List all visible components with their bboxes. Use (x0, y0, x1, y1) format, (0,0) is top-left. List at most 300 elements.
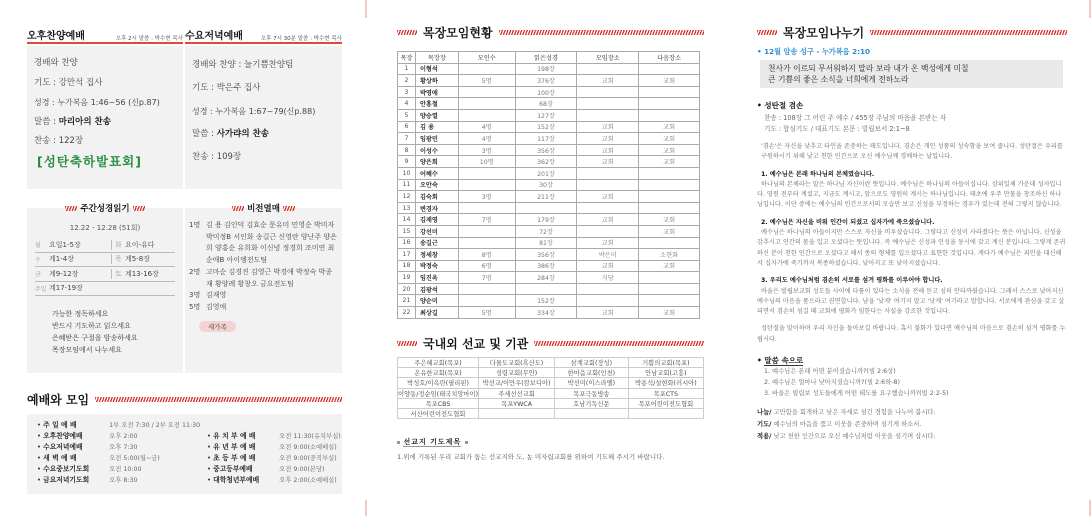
mission-cell: 안남교회(고흥) (628, 368, 703, 378)
special-event: [성탄축하발표회] (37, 153, 142, 169)
cell-title: 목장모임현황 (423, 26, 493, 40)
table-cell (577, 109, 639, 121)
table-cell: 오안숙 (415, 179, 458, 191)
table-row (398, 98, 700, 110)
mission-cell: 한마음교회(인천) (555, 368, 629, 378)
table-cell: 334장 (515, 307, 577, 319)
table-cell: 386장 (515, 260, 577, 272)
line: 경배와 찬양 : 늘기쁨찬양팀 (192, 60, 294, 70)
table-cell: 이성수 (415, 144, 458, 156)
reading-day: 수 (35, 256, 41, 264)
table-cell: 교회 (639, 133, 700, 145)
mission-cell: 목포CBS (398, 398, 479, 408)
vision-fruit (185, 204, 342, 373)
table-cell: 5 (398, 109, 416, 121)
mission-cell: 성령교회(무안) (479, 368, 555, 378)
table-cell (577, 202, 639, 214)
table-cell: 교회 (577, 214, 639, 226)
table-cell (577, 86, 639, 98)
point-text: 바울은 빌립보교회 성도들 사이에 다툼이 있다는 소식을 전해 듣고 심히 안타까웠습니다. 그래서 스스로 낮아지신 예수님의 마음을 품으라고 권면합니다. 남을 '낮게' 여기지 말고 '낫게' 여기라고 말합니다. 서로에게 관심을 갖고 살피면서 겸손히 섬길 때 교회에 평화가 임한다는 사실을 강조한 것입니다. (757, 287, 1065, 316)
table-cell: 교회 (639, 144, 700, 156)
mission-cell: 목포YWCA (479, 398, 555, 408)
mission-cell: 박선미(이스라엘) (555, 378, 629, 388)
column-header: 목장 (398, 52, 416, 64)
reading-day: 금 (35, 271, 41, 279)
table-cell: 교회 (577, 260, 639, 272)
table-cell: 임광민 (415, 133, 458, 145)
table-cell: 13 (398, 202, 416, 214)
table-cell: 교회 (577, 121, 639, 133)
table-cell (577, 63, 639, 75)
apply-item (757, 407, 1067, 419)
line: 성경 : 누가복음 1:46~56 (신p.87) (34, 98, 160, 107)
reading-day: 목 (111, 254, 125, 264)
table-cell: 양승열 (415, 109, 458, 121)
table-cell: 7명 (458, 214, 515, 226)
table-cell: 4 (398, 98, 416, 110)
table-row (398, 86, 700, 98)
table-cell: 4명 (458, 133, 515, 145)
mission-cell: 목포어린이전도협회 (628, 398, 703, 408)
cell-sharing: 목장모임나누기 • 12월 암송 성구 - 누가복음 2:10 천사가 이르되 무서워하지 말라 보라 내가 온 백성에게 미칠 큰 기쁨의 좋은 소식을 너희에게 전하노라 • 성탄절 겸손 찬송 : 108장 그 어린 주 예수 / 455장 주님의 마음을 본받는 자 기도 : 합심기도 / 대표기도 본문 : 빌립보서 2:1~8 '겸손'은 자신을 낮추고 타인을 존중하는 태도입니다. 겸손은 개인 성품의 성숙함을 보여 줍니다. 성탄절은 우리를 구원하시기 위해 낮고 천한 인간으로 오신 예수님께 경배하는 날입니다. 1. 예수님은 본래 하나님의 본체였습니다. 하나님의 본체라는 말은 하나님 자신이란 뜻입니다. 예수님은 하나님의 아들이십니다. 삼위일체 가운데 성자입니다. 영원 전부터 계셨고, 지금도 계시고, 앞으로도 영원히 계시는 하나님입니다. 태초에 우주 만물을 창조하신 하나님입니다. 이단 중에는 예수님의 인간으로서의 모습만 보고 신성을 부정하는 경우가 있는데 전혀 그렇지 않습니다. 2. 예수님은 자신을 비워 인간이 되셨고 십자가에 죽으셨습니다. 예수님은 하나님의 아들이지만 스스로 자신을 비우셨습니다. 그렇다고 신성이 사라졌다는 뜻은 아닙니다. 신성을 감추시고 인간의 몸을 입고 오셨다는 뜻입니다. 즉 예수님은 신성과 인성을 동시에 갖고 계신 분입니다. 그렇게 존귀하신 분이 천한 인간으로 오셨다고 해서 종의 형체를 입으셨다고 표현한 것입니다. 게다가 예수님은 죄인을 대신해서 십자가에 죽기까지 복종하셨습니다. 낮아지고 또 낮아지셨습니다. 3. 우리도 예수님처럼 겸손히 서로를 섬겨 평화를 이루어야 합니다. 바울은 빌립보교회 성도들 사이에 다툼이 있다는 소식을 전해 듣고 심히 안타까웠습니다. 그래서 스스로 낮아지신 예수님의 마음을 품으라고 권면합니다. 남을 '낮게' 여기지 말고 '낫게' 여기라고 말합니다. 서로에게 관심을 갖고 살피면서 겸손히 섬길 때 교회에 평화가 임한다는 사실을 강조한 것입니다. 성탄절을 맞이하며 우리 자신을 돌아보길 바랍니다. 혹시 불화가 있다면 예수님의 마음으로 겸손히 섬겨 평화를 누립시다. • 말씀 속으로 1. 예수님은 본래 어떤 분이셨습니까?(빌 2:6상) 2. 예수님은 얼마나 낮아지셨습니까?(빌 2:6하-8) 3. 바울은 빌립보 성도들에게 어떤 태도를 요구했습니까?(빌 2:2-5) 나눔/ 고만함을 회개하고 낮은 자세로 섬긴 경험을 나누어 봅시다. 기도/ 예수님의 마음을 품고 이웃을 존중하며 섬기게 하소서. 적용/ 낮고 천한 인간으로 오신 예수님처럼 이웃을 섬기며 삽시다. (757, 24, 1067, 443)
table-cell: 16 (398, 237, 416, 249)
question: 2. 예수님은 얼마나 낮아지셨습니까?(빌 2:6하-8) (764, 379, 901, 387)
table-cell (639, 98, 700, 110)
apply-label: 적용/ (757, 433, 772, 441)
reading-title: 주간성경읽기 (80, 204, 130, 214)
reading-day: 월 (35, 242, 41, 250)
question: 1. 예수님은 본래 어떤 분이셨습니까?(빌 2:6상) (764, 368, 896, 376)
table-row (398, 295, 700, 307)
table-cell: 284장 (515, 272, 577, 284)
table-cell: 강선미 (415, 225, 458, 237)
table-row (398, 109, 700, 121)
reading-range: 12.22 - 12.28 (51회) (69, 224, 141, 232)
table-cell: 김 용 (415, 121, 458, 133)
table-cell: 117장 (515, 133, 577, 145)
table-cell: 김재영 (415, 214, 458, 226)
table-cell: 3명 (458, 191, 515, 203)
table-cell: 376장 (515, 75, 577, 87)
table-cell (458, 225, 515, 237)
table-row (398, 283, 700, 295)
verse-line: 큰 기쁨의 좋은 소식을 너희에게 전하노라 (768, 75, 909, 84)
table-cell (458, 283, 515, 295)
table-cell: 김숙회 (415, 191, 458, 203)
mission-cell: 이양동/정순임(태국치앙마이) (398, 388, 479, 398)
table-cell: 황상하 (415, 75, 458, 87)
reading-passage: 계1-4장 (49, 255, 74, 264)
mission-row (398, 368, 704, 378)
table-cell: 4명 (458, 121, 515, 133)
meetings-section (27, 391, 342, 494)
table-cell: 9 (398, 156, 416, 168)
table-cell: 변경자 (415, 202, 458, 214)
meeting-item: • 대학청년부예배 오후 2:00(소예배실) (207, 476, 337, 484)
table-cell: 356장 (515, 144, 577, 156)
table-cell: 박정숙 (415, 260, 458, 272)
mission-cell: 박용석/설현화(러시아) (628, 378, 703, 388)
table-cell (458, 202, 515, 214)
question: 3. 바울은 빌립보 성도들에게 어떤 태도를 요구했습니까?(빌 2:2-5) (764, 390, 949, 398)
table-cell (639, 167, 700, 179)
table-cell: 어혜수 (415, 167, 458, 179)
table-cell (577, 167, 639, 179)
vision-title: 비전열매 (247, 204, 280, 214)
mission-row (398, 398, 704, 408)
table-cell (577, 179, 639, 191)
vision-count: 2명 (189, 267, 201, 276)
prayer-title: 선교지 기도제목 (403, 438, 462, 447)
table-row (398, 249, 700, 261)
table-cell (577, 225, 639, 237)
table-cell: 179장 (515, 214, 577, 226)
table-cell: 교회 (639, 225, 700, 237)
vision-names: 김영애 (206, 302, 227, 311)
point-heading: 1. 예수님은 본래 하나님의 본체였습니다. (761, 170, 875, 178)
meeting-time: 오후 2:00 (109, 433, 138, 440)
meeting-item: • 금요저녁기도회 오후 8:30 (37, 476, 138, 484)
table-cell: 100장 (515, 86, 577, 98)
sermon-label: 말씀 : (34, 116, 59, 127)
table-cell: 81장 (515, 237, 577, 249)
meetings-title: 예배와 모임 (27, 393, 90, 407)
table-row (398, 133, 700, 145)
table-cell: 교회 (639, 307, 700, 319)
table-cell (639, 283, 700, 295)
point-heading: 2. 예수님은 자신을 비워 인간이 되셨고 십자가에 죽으셨습니다. (761, 218, 935, 226)
vision-names: 김 용 김인덕 김효순 문유미 민영순 박미자 박미정B 서인화 송길근 신영란 양난주 양은희 양홍순 유희화 이신녕 정경희 조미연 최순애B 아이엠전도팀 (206, 221, 337, 265)
mission-cell: 호남기독신문 (555, 398, 629, 408)
table-cell (458, 179, 515, 191)
meeting-item: • 오후찬양예배 오후 2:00 (37, 432, 138, 440)
apply-label: 나눔/ (757, 409, 772, 417)
table-cell: 박영애 (415, 86, 458, 98)
mission-cell: 서산어린이전도협회 (398, 408, 479, 418)
prayer-text: 1.위에 기록된 우리 교회가 돕는 선교지와 도, 농 미자립교회를 위하여 기도해 주시기 바랍니다. (397, 453, 665, 462)
meeting-name: 유 치 부 예 배 (213, 432, 256, 440)
table-cell: 356장 (515, 249, 577, 261)
reading-passage: 계9-12장 (49, 269, 79, 278)
meeting-item: • 초 등 부 예 배 오전 9:00(중직부실) (207, 454, 337, 462)
line: 성경 : 누가복음 1:67~79(신p.88) (192, 107, 316, 116)
table-row (398, 202, 700, 214)
table-cell: 17 (398, 249, 416, 261)
table-cell: 8 (398, 144, 416, 156)
verse-title: 12월 암송 성구 - 누가복음 2:10 (764, 47, 870, 56)
cell-table (397, 51, 700, 319)
table-cell: 7 (398, 133, 416, 145)
table-cell: 양은희 (415, 156, 458, 168)
table-cell: 19 (398, 272, 416, 284)
meeting-name: 중고등부예배 (213, 465, 253, 473)
meeting-item: • 주 일 예 배 1부 오전 7:30 / 2부 오전 11:30 (37, 421, 201, 429)
cell-status (397, 24, 704, 319)
meeting-name: 수요중보기도회 (43, 465, 90, 473)
table-cell (458, 98, 515, 110)
table-cell: 교회 (639, 121, 700, 133)
reading-note: 반드시 기도하고 읽으세요 (52, 322, 131, 330)
afternoon-service (27, 28, 183, 189)
table-cell: 교회 (639, 75, 700, 87)
sharing-title: 목장모임나누기 (783, 26, 865, 40)
meeting-time: 오전 9:00(중직부실) (279, 455, 337, 462)
table-cell (515, 283, 577, 295)
word-title: 말씀 속으로 (764, 356, 804, 366)
meeting-time: 오전 10:00 (109, 466, 142, 473)
table-cell: 3 (398, 86, 416, 98)
table-cell: 교회 (577, 144, 639, 156)
meeting-item: • 수요저녁예배 오후 7:30 (37, 443, 138, 451)
table-cell: 교회 (577, 75, 639, 87)
table-cell: 2 (398, 75, 416, 87)
table-cell (458, 63, 515, 75)
apply-text: 낮고 천한 인간으로 오신 예수님처럼 이웃을 섬기며 삽시다. (773, 433, 936, 441)
table-cell (458, 86, 515, 98)
reading-passage: 요이-유다 (125, 240, 155, 249)
table-cell: 22 (398, 307, 416, 319)
table-row (398, 75, 700, 87)
intro-text: '겸손'은 자신을 낮추고 타인을 존중하는 태도입니다. 겸손은 개인 성품의 성숙함을 보여 줍니다. 성탄절은 우리를 구원하시기 위해 낮고 천한 인간으로 오신 예수님께 경배하는 날입니다. (761, 143, 1063, 161)
mission-cell: 목포극동방송 (555, 388, 629, 398)
table-cell: 14 (398, 214, 416, 226)
line: 경배와 찬양 (34, 58, 78, 68)
table-cell: 8명 (458, 249, 515, 261)
meeting-item: • 중고등부예배 오전 9:00(본당) (207, 465, 325, 473)
table-cell: 211장 (515, 191, 577, 203)
table-cell (458, 237, 515, 249)
reading-note: 목장모임에서 나누세요 (52, 346, 122, 354)
new-family-badge: 새가족 (199, 321, 236, 332)
reading-passage: 요일1-5장 (49, 240, 81, 249)
table-cell (639, 179, 700, 191)
column-header: 모인수 (458, 52, 515, 64)
table-cell: 소현화 (639, 249, 700, 261)
column-header: 읽은성경 (515, 52, 577, 64)
apply-item (757, 419, 1067, 431)
table-cell (639, 272, 700, 284)
table-cell: 12 (398, 191, 416, 203)
missions-title: 국내외 선교 및 기관 (423, 337, 529, 351)
reading-day: 주일 (35, 285, 47, 293)
vision-count: 1명 (189, 221, 201, 229)
table-cell (458, 167, 515, 179)
table-cell: 10 (398, 167, 416, 179)
table-cell (639, 86, 700, 98)
bible-reading (27, 204, 183, 373)
reading-note: 가능한 정독하세요 (52, 310, 109, 318)
meeting-name: 수요저녁예배 (43, 443, 83, 451)
reading-row (35, 267, 175, 282)
apply-text: 고만함을 회개하고 낮은 자세로 섬긴 경험을 나누어 봅시다. (773, 409, 936, 417)
table-cell (577, 98, 639, 110)
table-row (398, 167, 700, 179)
table-cell: 양순미 (415, 295, 458, 307)
vision-names: 고마순 김경진 김영근 박경애 박정숙 박종재 황양례 황창오 금요전도팀 (206, 267, 333, 288)
column-header: 다음장소 (639, 52, 700, 64)
table-cell: 교회 (577, 237, 639, 249)
table-cell (458, 109, 515, 121)
wednesday-service (185, 28, 342, 189)
meeting-item: • 새 벽 예 배 오전 5:00(월~금) (37, 454, 160, 462)
mission-row (398, 408, 704, 418)
vision-count: 3명 (189, 291, 201, 300)
meeting-time: 오후 8:30 (109, 477, 138, 484)
table-row (398, 121, 700, 133)
table-cell: 교회 (577, 191, 639, 203)
line: 기도 : 박은주 집사 (192, 83, 261, 93)
meeting-name: 대학청년부예배 (213, 476, 260, 484)
meeting-time: 오후 2:00(소예배실) (279, 477, 337, 484)
table-row (398, 214, 700, 226)
reading-note: 은혜받은 구절을 암송하세요 (52, 334, 138, 342)
table-cell: 152장 (515, 295, 577, 307)
line: 기도 : 강만석 집사 (34, 77, 103, 88)
closing-text: 성탄절을 맞이하며 우리 자신을 돌아보길 바랍니다. 혹시 불화가 있다면 예수님의 마음으로 겸손히 섬겨 평화를 누립시다. (757, 325, 1066, 343)
table-cell: 20 (398, 283, 416, 295)
verse-line: 천사가 이르되 무서워하지 말라 보라 내가 온 백성에게 미칠 (768, 64, 969, 73)
vision-group (189, 220, 338, 267)
mission-cell: 온유한교회(목포) (398, 368, 479, 378)
table-cell: 김광석 (415, 283, 458, 295)
table-row (398, 272, 700, 284)
wednesday-title: 수요저녁예배 (185, 31, 243, 42)
table-row (398, 144, 700, 156)
table-cell: 6 (398, 121, 416, 133)
meeting-time: 1부 오전 7:30 / 2부 오전 11:30 (109, 422, 201, 429)
column-header: 모임장소 (577, 52, 639, 64)
table-cell: 68장 (515, 98, 577, 110)
vision-names: 김재영 (206, 291, 227, 300)
table-row (398, 260, 700, 272)
mission-row (398, 388, 704, 398)
table-cell: 152장 (515, 121, 577, 133)
meeting-name: 오후찬양예배 (43, 432, 83, 440)
meeting-time: 오전 9:00(본당) (279, 466, 325, 473)
table-cell (577, 283, 639, 295)
table-cell: 교회 (577, 307, 639, 319)
afternoon-title: 오후찬양예배 (27, 31, 85, 42)
meeting-item: • 유 치 부 예 배 오전 11:30(유치부실) (207, 432, 341, 440)
sermon-label: 말씀 : (192, 129, 217, 139)
table-cell: 식당 (577, 272, 639, 284)
wednesday-sub: 오후 7시 30분 말씀 : 박수현 목사 (260, 36, 342, 42)
table-cell: 정세창 (415, 249, 458, 261)
meeting-name: 새 벽 예 배 (43, 454, 77, 462)
table-cell (639, 202, 700, 214)
mission-cell (555, 408, 629, 418)
table-cell: 송길근 (415, 237, 458, 249)
vision-group (189, 302, 338, 314)
table-cell: 5명 (458, 75, 515, 87)
missions-grid (397, 357, 704, 419)
table-row (398, 307, 700, 319)
reading-day: 토 (111, 269, 125, 279)
table-cell: 10명 (458, 156, 515, 168)
table-cell (639, 63, 700, 75)
missions-section (397, 335, 704, 461)
reading-passage: 계5-8장 (125, 255, 150, 264)
table-cell (458, 295, 515, 307)
mission-cell: 박선교/이만우(캄보디아) (479, 378, 555, 388)
table-cell: 5명 (458, 307, 515, 319)
sermon-title: 마리아의 찬송 (58, 116, 111, 127)
column-header: 목장장 (415, 52, 458, 64)
reading-row (35, 253, 175, 268)
prayer-line: 기도 : 합심기도 / 대표기도 본문 : 빌립보서 2:1~8 (764, 125, 910, 133)
table-row (398, 191, 700, 203)
table-cell: 7명 (458, 272, 515, 284)
table-cell (639, 295, 700, 307)
table-cell: 교회 (577, 156, 639, 168)
table-cell: 72장 (515, 225, 577, 237)
mission-cell (628, 408, 703, 418)
apply-item (757, 431, 1067, 443)
mission-row (398, 358, 704, 368)
apply-text: 예수님의 마음을 품고 이웃을 존중하며 섬기게 하소서. (773, 421, 922, 429)
table-cell: 교회 (639, 156, 700, 168)
meeting-name: 초 등 부 예 배 (213, 454, 256, 462)
table-cell: 임진옥 (415, 272, 458, 284)
table-cell: 3명 (458, 144, 515, 156)
reading-row (35, 238, 175, 253)
table-cell: 최상길 (415, 307, 458, 319)
hymn: 찬송 : 122장 (34, 136, 84, 146)
mission-cell (479, 408, 555, 418)
table-row (398, 63, 700, 75)
table-cell: 안홍철 (415, 98, 458, 110)
table-cell: 이형석 (415, 63, 458, 75)
table-cell: 11 (398, 179, 416, 191)
mission-cell: 다물도교회(흑산도) (479, 358, 555, 368)
meeting-item: • 수요중보기도회 오전 10:00 (37, 465, 142, 473)
point-text: 하나님의 본체라는 말은 하나님 자신이란 뜻입니다. 예수님은 하나님의 아들이십니다. 삼위일체 가운데 성자입니다. 영원 전부터 계셨고, 지금도 계시고, 앞으로도 영원히 계시는 하나님입니다. 태초에 우주 만물을 창조하신 하나님입니다. 이단 중에는 예수님의 인간으로서의 모습만 보고 신성을 부정하는 경우가 있는데 전혀 그렇지 않습니다. (757, 180, 1062, 209)
vision-group (189, 290, 338, 302)
mission-cell: 주세선선교회 (479, 388, 555, 398)
apply-label: 기도/ (757, 421, 772, 429)
meeting-name: 금요저녁기도회 (43, 476, 90, 484)
meeting-time: 오후 7:30 (109, 444, 138, 451)
reading-passage: 계13-16장 (125, 269, 159, 278)
point-text: 예수님은 하나님의 아들이지만 스스로 자신을 비우셨습니다. 그렇다고 신성이 사라졌다는 뜻은 아닙니다. 신성을 감추시고 인간의 몸을 입고 오셨다는 뜻입니다. 즉 예수님은 신성과 인성을 동시에 갖고 계신 분입니다. 그렇게 존귀하신 분이 천한 인간으로 오셨다고 해서 종의 형체를 입으셨다고 표현한 것입니다. 게다가 예수님은 죄인을 대신해서 십자가에 죽기까지 복종하셨습니다. 낮아지고 또 낮아지셨습니다. (757, 229, 1066, 267)
afternoon-sub: 오후 2시 말씀 : 박수현 목사 (115, 36, 183, 42)
table-cell: 18 (398, 260, 416, 272)
table-cell: 교회 (639, 260, 700, 272)
table-row (398, 237, 700, 249)
meeting-item: • 유 년 부 예 배 오전 9:00(소예배실) (207, 443, 337, 451)
reading-passage: 계17-19장 (49, 284, 83, 293)
table-cell: 15 (398, 225, 416, 237)
table-cell: 교회 (639, 214, 700, 226)
mission-cell: 삼계교회(장성) (555, 358, 629, 368)
mission-cell: 주은혜교회(목포) (398, 358, 479, 368)
table-cell: 6명 (458, 260, 515, 272)
table-cell: 1 (398, 63, 416, 75)
vision-count: 5명 (189, 302, 201, 311)
meeting-time: 오전 11:30(유치부실) (279, 433, 341, 440)
point-heading: 3. 우리도 예수님처럼 겸손히 서로를 섬겨 평화를 이루어야 합니다. (761, 277, 943, 285)
vision-group (189, 267, 338, 290)
reading-row (35, 282, 175, 297)
mission-row (398, 378, 704, 388)
table-cell: 교회 (577, 133, 639, 145)
mission-cell: 목포CTS (628, 388, 703, 398)
table-row (398, 156, 700, 168)
table-cell (639, 237, 700, 249)
table-cell: 201장 (515, 167, 577, 179)
table-cell: 127장 (515, 109, 577, 121)
table-row (398, 179, 700, 191)
